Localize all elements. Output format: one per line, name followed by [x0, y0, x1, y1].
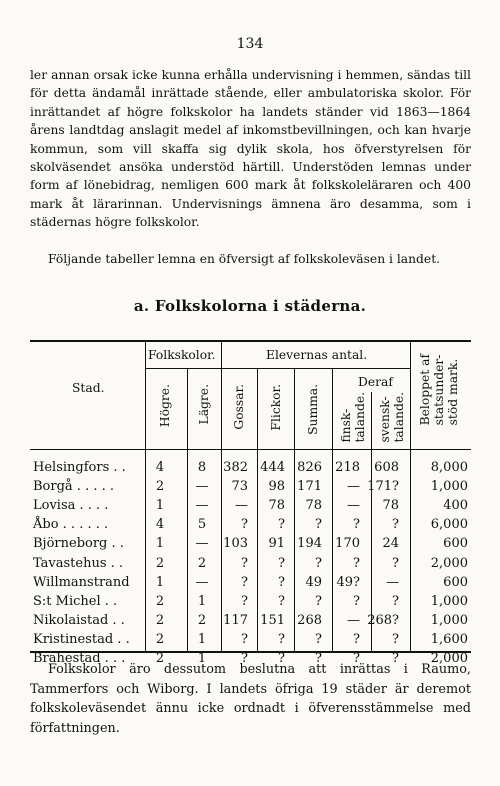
cell-gossar: ?	[241, 517, 248, 533]
table-row	[30, 515, 471, 534]
cell-gossar: ?	[241, 593, 248, 609]
header-gossar: Gossar.	[232, 384, 246, 430]
cell-summa: 194	[297, 536, 322, 552]
header-svensktalande: svensk- talande.	[378, 392, 406, 443]
table-row	[30, 554, 471, 573]
cell-stad: Kristinestad . .	[33, 631, 130, 647]
table-header-rule	[30, 449, 471, 450]
cell-beloppet: 1,000	[430, 479, 468, 495]
cell-beloppet: 2,000	[430, 651, 468, 666]
table-top-rule	[30, 340, 471, 342]
cell-lagre: 2	[197, 612, 207, 628]
cell-beloppet: 2,000	[430, 555, 468, 571]
table-row	[30, 611, 471, 630]
cell-summa: ?	[315, 555, 322, 571]
cell-summa: ?	[315, 517, 322, 533]
cell-flickor: ?	[278, 574, 285, 590]
cell-beloppet: 1,000	[430, 612, 468, 628]
header-hogre: Högre.	[158, 384, 172, 428]
cell-svensktalande: 268?	[367, 612, 399, 628]
cell-stad: Nikolaistad . .	[33, 612, 125, 628]
cell-svensktalande: 171?	[367, 479, 399, 495]
header-lagre: Lägre.	[197, 384, 211, 425]
header-deraf: Deraf	[358, 375, 393, 389]
header-finsktalande: finsk- talande.	[339, 392, 367, 443]
cell-hogre: 1	[155, 536, 165, 552]
header-summa: Summa.	[306, 384, 320, 435]
cell-flickor: ?	[278, 631, 285, 647]
cell-flickor: ?	[278, 651, 285, 666]
cell-svensktalande: 78	[382, 498, 399, 514]
cell-stad: Lovisa . . . .	[33, 498, 109, 514]
cell-finsktalande: ?	[353, 631, 360, 647]
cell-hogre: 2	[155, 651, 165, 666]
cell-finsktalande: 170	[335, 536, 360, 552]
section-title: a. Folkskolorna i städerna.	[133, 297, 367, 315]
cell-lagre: 8	[197, 460, 207, 475]
cell-summa: ?	[315, 593, 322, 609]
cell-lagre: 1	[197, 631, 207, 647]
cell-stad: Björneborg . .	[33, 536, 124, 552]
cell-beloppet: 8,000	[430, 460, 468, 475]
header-flickor: Flickor.	[269, 384, 283, 431]
cell-finsktalande: ?	[353, 517, 360, 533]
cell-hogre: 2	[155, 479, 165, 495]
cell-flickor: 444	[260, 460, 285, 475]
body-paragraph-3: Folkskolor äro dessutom beslutna att inrättas i Raumo, Tammerfors och Wiborg. I landets öfriga 19 städer är deremot folkskoleväsendet ännu icke ordnadt i öfverensstämmelse med författningen.	[30, 662, 471, 736]
cell-summa: 49	[305, 574, 322, 590]
cell-flickor: 151	[260, 612, 285, 628]
cell-stad: Tavastehus . .	[33, 555, 124, 571]
cell-lagre: —	[195, 479, 209, 495]
table-row	[30, 496, 471, 515]
cell-gossar: ?	[241, 574, 248, 590]
table-row	[30, 630, 471, 649]
body-paragraph-2: Följande tabeller lemna en öfversigt af folkskoleväsen i landet.	[48, 252, 441, 266]
cell-gossar: ?	[241, 631, 248, 647]
cell-flickor: 78	[268, 498, 285, 514]
cell-gossar: 73	[231, 479, 248, 495]
cell-lagre: 5	[197, 517, 207, 533]
cell-hogre: 2	[155, 593, 165, 609]
cell-finsktalande: —	[347, 479, 360, 495]
cell-finsktalande: 49?	[336, 574, 360, 590]
cell-beloppet: 600	[443, 574, 468, 590]
cell-finsktalande: —	[347, 612, 360, 628]
table-row	[30, 477, 471, 496]
cell-stad: Åbo . . . . . .	[33, 517, 109, 533]
cell-hogre: 4	[155, 460, 165, 475]
cell-flickor: ?	[278, 517, 285, 533]
body-paragraph-1: ler annan orsak icke kunna erhålla undervisning i hemmen, sändas till för detta ändamål inrättade stående, eller ambulatoriska skolor. För inrättandet af högre folkskolor ha landets ständer vid 1863—1864 årens landtdag anslagit medel af inkomstbevillningen, och kan hvarje kommun, som vill skaffa sig dylik skola, hos öfverstyrelsen för skolväsendet ansöka understöd härtill. Understöden lemnas under form af lönebidrag, nemligen 600 mark åt folkskoleläraren och 400 mark åt lärarinnan. Undervisnings ämnena äro desamma, som i städernas högre folkskolor.	[30, 68, 471, 230]
cell-beloppet: 1,000	[430, 593, 468, 609]
cell-finsktalande: ?	[353, 555, 360, 571]
cell-stad: Borgå . . . . .	[33, 479, 114, 495]
cell-flickor: 91	[268, 536, 285, 552]
table-row	[30, 458, 471, 477]
cell-svensktalande: ?	[392, 593, 399, 609]
cell-svensktalande: ?	[392, 651, 399, 666]
cell-hogre: 1	[155, 498, 165, 514]
page-number: 134	[236, 36, 264, 52]
cell-svensktalande: ?	[392, 555, 399, 571]
cell-summa: ?	[315, 651, 322, 666]
cell-summa: ?	[315, 631, 322, 647]
cell-beloppet: 400	[443, 498, 468, 514]
cell-hogre: 2	[155, 631, 165, 647]
cell-finsktalande: ?	[353, 593, 360, 609]
cell-hogre: 2	[155, 555, 165, 571]
cell-stad: Willmanstrand	[33, 574, 130, 590]
cell-lagre: —	[195, 574, 209, 590]
header-folkskolor: Folkskolor.	[148, 348, 216, 362]
cell-gossar: 382	[223, 460, 248, 475]
cell-lagre: —	[195, 536, 209, 552]
cell-hogre: 1	[155, 574, 165, 590]
header-beloppet: Beloppet af statsunder- stöd mark.	[418, 354, 460, 426]
cell-gossar: 103	[223, 536, 248, 552]
cell-flickor: ?	[278, 555, 285, 571]
table-row	[30, 534, 471, 553]
cell-gossar: —	[235, 498, 248, 514]
cell-lagre: 1	[197, 593, 207, 609]
cell-hogre: 4	[155, 517, 165, 533]
cell-gossar: ?	[241, 651, 248, 666]
cell-gossar: ?	[241, 555, 248, 571]
cell-lagre: 1	[197, 651, 207, 666]
cell-summa: 171	[297, 479, 322, 495]
cell-svensktalande: ?	[392, 631, 399, 647]
cell-gossar: 117	[223, 612, 248, 628]
cell-stad: Brahestad . . .	[33, 651, 126, 666]
header-elevernas-antal: Elevernas antal.	[266, 348, 368, 362]
table-row	[30, 592, 471, 611]
cell-svensktalande: —	[386, 574, 399, 590]
cell-beloppet: 600	[443, 536, 468, 552]
cell-flickor: ?	[278, 593, 285, 609]
subheader-rule	[145, 368, 410, 369]
cell-beloppet: 6,000	[430, 517, 468, 533]
cell-stad: Helsingfors . .	[33, 460, 126, 475]
table-row	[30, 573, 471, 592]
cell-svensktalande: ?	[392, 517, 399, 533]
cell-summa: 78	[305, 498, 322, 514]
cell-beloppet: 1,600	[430, 631, 468, 647]
cell-stad: S:t Michel . .	[33, 593, 118, 609]
cell-finsktalande: ?	[353, 651, 360, 666]
header-stad: Stad.	[72, 381, 105, 395]
cell-lagre: 2	[197, 555, 207, 571]
cell-flickor: 98	[268, 479, 285, 495]
cell-finsktalande: —	[347, 498, 360, 514]
cell-lagre: —	[195, 498, 209, 514]
cell-svensktalande: 24	[382, 536, 399, 552]
cell-hogre: 2	[155, 612, 165, 628]
cell-summa: 826	[297, 460, 322, 475]
cell-summa: 268	[297, 612, 322, 628]
cell-finsktalande: 218	[335, 460, 360, 475]
cell-svensktalande: 608	[374, 460, 399, 475]
